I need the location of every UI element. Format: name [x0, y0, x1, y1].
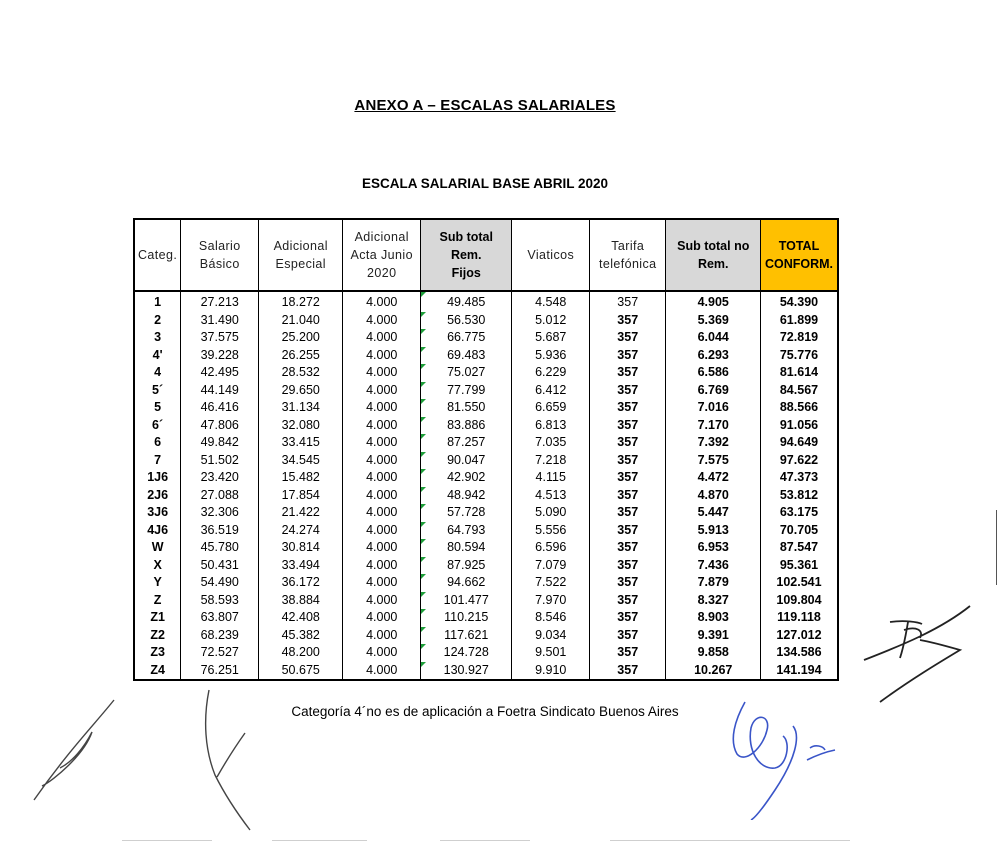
header-line: Adicional	[273, 239, 328, 253]
table-cell: 5.369	[666, 312, 761, 330]
category-cell: 7	[134, 452, 181, 470]
table-cell: 4.000	[343, 399, 421, 417]
table-cell: 6.769	[666, 382, 761, 400]
header-line: telefónica	[598, 257, 657, 271]
table-cell: 4.000	[343, 592, 421, 610]
table-cell: 7.170	[666, 417, 761, 435]
table-cell: 357	[590, 329, 666, 347]
table-cell: 7.016	[666, 399, 761, 417]
table-cell: 34.545	[259, 452, 343, 470]
table-cell: 33.415	[259, 434, 343, 452]
table-cell: 72.527	[181, 644, 259, 662]
table-cell: 7.575	[666, 452, 761, 470]
table-cell: 109.804	[761, 592, 838, 610]
table-cell: 5.687	[512, 329, 590, 347]
table-cell: 17.854	[259, 487, 343, 505]
table-row	[134, 487, 838, 505]
table-cell: 38.884	[259, 592, 343, 610]
table-cell: 9.501	[512, 644, 590, 662]
header-line: Rem.	[697, 257, 729, 271]
table-cell: 21.422	[259, 504, 343, 522]
table-cell: 42.902	[421, 469, 512, 487]
table-cell: 53.812	[761, 487, 838, 505]
category-cell: 4J6	[134, 522, 181, 540]
table-cell: 357	[590, 539, 666, 557]
table-cell: 7.970	[512, 592, 590, 610]
table-cell: 9.391	[666, 627, 761, 645]
table-cell: 63.807	[181, 609, 259, 627]
footer-rule	[610, 840, 850, 841]
table-cell: 27.088	[181, 487, 259, 505]
header-line: Salario	[198, 239, 241, 253]
table-cell: 23.420	[181, 469, 259, 487]
table-cell: 4.000	[343, 539, 421, 557]
table-cell: 66.775	[421, 329, 512, 347]
table-cell: 4.548	[512, 291, 590, 312]
table-cell: 87.547	[761, 539, 838, 557]
table-cell: 94.662	[421, 574, 512, 592]
table-cell: 4.000	[343, 434, 421, 452]
table-cell: 6.229	[512, 364, 590, 382]
footer-rule	[272, 840, 367, 841]
table-cell: 4.870	[666, 487, 761, 505]
table-cell: 357	[590, 291, 666, 312]
table-cell: 5.090	[512, 504, 590, 522]
header-tarifa	[590, 219, 666, 291]
table-cell: 4.000	[343, 574, 421, 592]
table-row	[134, 347, 838, 365]
footnote: Categoría 4´no es de aplicación a Foetra Sindicato Buenos Aires	[291, 704, 679, 719]
table-cell: 21.040	[259, 312, 343, 330]
table-row	[134, 662, 838, 681]
table-cell: 45.780	[181, 539, 259, 557]
header-line: 2020	[367, 266, 397, 280]
table-cell: 357	[590, 662, 666, 681]
table-cell: 45.382	[259, 627, 343, 645]
table-cell: 87.257	[421, 434, 512, 452]
table-cell: 4.115	[512, 469, 590, 487]
table-cell: 25.200	[259, 329, 343, 347]
table-cell: 49.485	[421, 291, 512, 312]
header-category	[134, 219, 181, 291]
table-cell: 77.799	[421, 382, 512, 400]
table-cell: 7.436	[666, 557, 761, 575]
handwritten-signature	[14, 690, 124, 810]
table-cell: 4.000	[343, 644, 421, 662]
table-cell: 6.044	[666, 329, 761, 347]
table-row	[134, 291, 838, 312]
table-cell: 5.012	[512, 312, 590, 330]
header-line: Viaticos	[527, 248, 575, 262]
table-cell: 6.586	[666, 364, 761, 382]
category-cell: Z1	[134, 609, 181, 627]
table-cell: 90.047	[421, 452, 512, 470]
table-cell: 357	[590, 399, 666, 417]
table-row	[134, 627, 838, 645]
table-cell: 4.000	[343, 417, 421, 435]
table-cell: 8.546	[512, 609, 590, 627]
table-cell: 42.495	[181, 364, 259, 382]
table-row	[134, 557, 838, 575]
header-line: Especial	[275, 257, 326, 271]
table-title: ESCALA SALARIAL BASE ABRIL 2020	[361, 176, 609, 191]
table-cell: 4.000	[343, 609, 421, 627]
table-cell: 18.272	[259, 291, 343, 312]
table-cell: 8.327	[666, 592, 761, 610]
table-cell: 124.728	[421, 644, 512, 662]
footer-rule	[122, 840, 212, 841]
table-cell: 39.228	[181, 347, 259, 365]
table-cell: 4.000	[343, 522, 421, 540]
category-cell: Z4	[134, 662, 181, 681]
header-total	[761, 219, 838, 291]
table-cell: 83.886	[421, 417, 512, 435]
table-row	[134, 382, 838, 400]
table-cell: 357	[590, 434, 666, 452]
table-cell: 69.483	[421, 347, 512, 365]
table-cell: 94.649	[761, 434, 838, 452]
table-cell: 6.596	[512, 539, 590, 557]
table-cell: 6.412	[512, 382, 590, 400]
table-cell: 119.118	[761, 609, 838, 627]
table-cell: 56.530	[421, 312, 512, 330]
category-cell: Z3	[134, 644, 181, 662]
table-header-row	[134, 219, 838, 291]
table-cell: 68.239	[181, 627, 259, 645]
table-cell: 101.477	[421, 592, 512, 610]
table-row	[134, 522, 838, 540]
table-cell: 4.000	[343, 312, 421, 330]
document-title: ANEXO A – ESCALAS SALARIALES	[354, 97, 616, 114]
table-cell: 4.000	[343, 291, 421, 312]
table-cell: 32.080	[259, 417, 343, 435]
category-cell: X	[134, 557, 181, 575]
table-cell: 15.482	[259, 469, 343, 487]
table-row	[134, 644, 838, 662]
table-cell: 50.431	[181, 557, 259, 575]
table-cell: 357	[590, 574, 666, 592]
table-cell: 50.675	[259, 662, 343, 681]
page-edge-mark	[996, 510, 1000, 585]
table-cell: 7.079	[512, 557, 590, 575]
table-cell: 4.472	[666, 469, 761, 487]
header-line: Adicional	[354, 230, 409, 244]
table-cell: 6.953	[666, 539, 761, 557]
table-cell: 7.035	[512, 434, 590, 452]
table-cell: 26.255	[259, 347, 343, 365]
table-cell: 49.842	[181, 434, 259, 452]
table-cell: 27.213	[181, 291, 259, 312]
category-cell: Z2	[134, 627, 181, 645]
table-cell: 30.814	[259, 539, 343, 557]
table-cell: 357	[590, 417, 666, 435]
header-viaticos	[512, 219, 590, 291]
table-row	[134, 609, 838, 627]
table-cell: 61.899	[761, 312, 838, 330]
table-cell: 5.556	[512, 522, 590, 540]
table-row	[134, 574, 838, 592]
table-cell: 9.858	[666, 644, 761, 662]
table-cell: 87.925	[421, 557, 512, 575]
header-line: Básico	[199, 257, 240, 271]
table-cell: 6.659	[512, 399, 590, 417]
table-cell: 8.903	[666, 609, 761, 627]
table-cell: 10.267	[666, 662, 761, 681]
table-cell: 37.575	[181, 329, 259, 347]
header-salario-basico	[181, 219, 259, 291]
table-cell: 80.594	[421, 539, 512, 557]
table-row	[134, 469, 838, 487]
table-cell: 9.910	[512, 662, 590, 681]
table-cell: 7.218	[512, 452, 590, 470]
table-cell: 357	[590, 452, 666, 470]
table-cell: 97.622	[761, 452, 838, 470]
table-row	[134, 452, 838, 470]
table-cell: 127.012	[761, 627, 838, 645]
table-cell: 357	[590, 627, 666, 645]
table-cell: 81.550	[421, 399, 512, 417]
table-cell: 6.293	[666, 347, 761, 365]
table-cell: 54.390	[761, 291, 838, 312]
table-cell: 24.274	[259, 522, 343, 540]
table-cell: 357	[590, 364, 666, 382]
table-cell: 4.000	[343, 504, 421, 522]
header-line: Acta Junio	[350, 248, 413, 262]
category-cell: 1	[134, 291, 181, 312]
table-cell: 33.494	[259, 557, 343, 575]
table-cell: 4.000	[343, 557, 421, 575]
table-cell: 357	[590, 609, 666, 627]
header-line: Categ.	[138, 248, 178, 262]
table-row	[134, 312, 838, 330]
table-cell: 91.056	[761, 417, 838, 435]
table-cell: 6.813	[512, 417, 590, 435]
table-cell: 357	[590, 347, 666, 365]
table-cell: 54.490	[181, 574, 259, 592]
table-cell: 110.215	[421, 609, 512, 627]
category-cell: 5	[134, 399, 181, 417]
table-cell: 134.586	[761, 644, 838, 662]
header-line: TOTAL	[778, 239, 820, 253]
header-line: Sub total no	[677, 239, 750, 253]
table-cell: 117.621	[421, 627, 512, 645]
table-cell: 58.593	[181, 592, 259, 610]
header-adicional-especial	[259, 219, 343, 291]
category-cell: 2	[134, 312, 181, 330]
table-cell: 4.000	[343, 469, 421, 487]
table-row	[134, 417, 838, 435]
table-cell: 5.936	[512, 347, 590, 365]
table-cell: 357	[590, 487, 666, 505]
table-cell: 357	[590, 592, 666, 610]
table-cell: 4.000	[343, 452, 421, 470]
category-cell: 1J6	[134, 469, 181, 487]
table-cell: 32.306	[181, 504, 259, 522]
header-line: Sub total Rem.	[439, 230, 493, 262]
table-cell: 5.447	[666, 504, 761, 522]
category-cell: W	[134, 539, 181, 557]
table-cell: 141.194	[761, 662, 838, 681]
table-cell: 84.567	[761, 382, 838, 400]
table-cell: 357	[590, 522, 666, 540]
table-cell: 70.705	[761, 522, 838, 540]
table-cell: 36.519	[181, 522, 259, 540]
table-cell: 64.793	[421, 522, 512, 540]
table-cell: 4.513	[512, 487, 590, 505]
table-cell: 81.614	[761, 364, 838, 382]
table-cell: 357	[590, 312, 666, 330]
category-cell: 4'	[134, 347, 181, 365]
table-row	[134, 434, 838, 452]
table-cell: 31.490	[181, 312, 259, 330]
table-cell: 4.000	[343, 627, 421, 645]
table-cell: 76.251	[181, 662, 259, 681]
table-cell: 357	[590, 504, 666, 522]
table-cell: 4.000	[343, 364, 421, 382]
category-cell: Z	[134, 592, 181, 610]
header-subtotal-no-rem	[666, 219, 761, 291]
category-cell: 6´	[134, 417, 181, 435]
table-cell: 75.776	[761, 347, 838, 365]
table-cell: 7.879	[666, 574, 761, 592]
table-cell: 9.034	[512, 627, 590, 645]
header-subtotal-rem	[421, 219, 512, 291]
header-adicional-acta	[343, 219, 421, 291]
table-cell: 357	[590, 644, 666, 662]
table-cell: 88.566	[761, 399, 838, 417]
table-cell: 130.927	[421, 662, 512, 681]
footer-rule	[440, 840, 530, 841]
table-cell: 4.000	[343, 347, 421, 365]
table-cell: 7.392	[666, 434, 761, 452]
header-line: Fijos	[451, 266, 481, 280]
category-cell: 4	[134, 364, 181, 382]
table-cell: 46.416	[181, 399, 259, 417]
table-cell: 31.134	[259, 399, 343, 417]
handwritten-signature	[860, 600, 975, 715]
category-cell: 2J6	[134, 487, 181, 505]
category-cell: 6	[134, 434, 181, 452]
table-cell: 47.373	[761, 469, 838, 487]
table-cell: 36.172	[259, 574, 343, 592]
handwritten-signature	[195, 685, 270, 835]
handwritten-signature	[715, 690, 850, 820]
table-cell: 51.502	[181, 452, 259, 470]
table-cell: 4.000	[343, 382, 421, 400]
category-cell: 5´	[134, 382, 181, 400]
category-cell: 3	[134, 329, 181, 347]
table-row	[134, 329, 838, 347]
table-cell: 4.000	[343, 662, 421, 681]
table-row	[134, 539, 838, 557]
table-row	[134, 504, 838, 522]
table-cell: 42.408	[259, 609, 343, 627]
table-cell: 7.522	[512, 574, 590, 592]
table-row	[134, 592, 838, 610]
table-cell: 5.913	[666, 522, 761, 540]
table-cell: 357	[590, 557, 666, 575]
table-cell: 48.942	[421, 487, 512, 505]
table-body	[134, 291, 838, 680]
header-line: CONFORM.	[764, 257, 834, 271]
table-cell: 95.361	[761, 557, 838, 575]
table-cell: 44.149	[181, 382, 259, 400]
table-cell: 75.027	[421, 364, 512, 382]
table-cell: 4.000	[343, 487, 421, 505]
table-cell: 28.532	[259, 364, 343, 382]
table-cell: 357	[590, 469, 666, 487]
table-cell: 57.728	[421, 504, 512, 522]
category-cell: Y	[134, 574, 181, 592]
table-cell: 357	[590, 382, 666, 400]
table-row	[134, 364, 838, 382]
table-cell: 4.000	[343, 329, 421, 347]
table-cell: 72.819	[761, 329, 838, 347]
salary-scale-table	[133, 218, 839, 681]
table-cell: 63.175	[761, 504, 838, 522]
table-cell: 102.541	[761, 574, 838, 592]
table-cell: 47.806	[181, 417, 259, 435]
category-cell: 3J6	[134, 504, 181, 522]
header-line: Tarifa	[611, 239, 645, 253]
table-row	[134, 399, 838, 417]
table-cell: 29.650	[259, 382, 343, 400]
table-cell: 4.905	[666, 291, 761, 312]
table-cell: 48.200	[259, 644, 343, 662]
